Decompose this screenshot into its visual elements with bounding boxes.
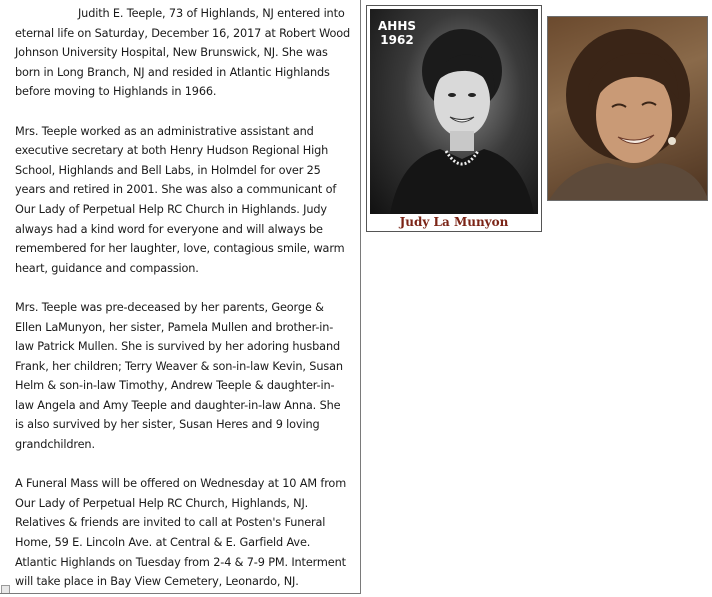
resize-handle-icon[interactable] (1, 585, 10, 594)
yearbook-caption: Judy La Munyon (399, 215, 509, 229)
yearbook-label (378, 19, 416, 47)
obituary-paragraph-1: Judith E. Teeple, 73 of Highlands, NJ entered into eternal life on Saturday, December 16, 2017 at Robert Wood Johnson University Hospital, New Brunswick, NJ. She was born in Long Branch, NJ and resided in Atlantic Highlands before moving to Highlands in 1966. (15, 7, 350, 99)
color-portrait-photo (547, 16, 708, 201)
obituary-paragraph-2: Mrs. Teeple worked as an administrative assistant and executive secretary at both Henry Hudson Regional High School, Highlands and Bell Labs, in Holmdel for over 25 years and retired in 2001. She was also a communicant of Our Lady of Perpetual Help RC Church in Highlands. Judy always had a kind word for everyone and will always be remembered for her laughter, love, contagious smile, warm heart, guidance and compassion. (15, 124, 345, 275)
obituary-paragraph-3: Mrs. Teeple was pre-deceased by her parents, George & Ellen LaMunyon, her sister, Pamela Mullen and brother-in-law Patrick Mullen. She is survived by her adoring husband Frank, her children; Terry Weaver & son-in-law Kevin, Susan Helm & son-in-law Timothy, Andrew Teeple & daughter-in-law Angela and Amy Teeple and daughter-in-law Anna. She is also survived by her sister, Susan Heres and 9 loving grandchildren. (15, 300, 343, 452)
class-year: 1962 (380, 33, 414, 47)
yearbook-portrait (370, 9, 538, 214)
yearbook-photo-frame (366, 5, 542, 232)
color-portrait-illustration (548, 17, 708, 201)
obituary-paragraph-4: A Funeral Mass will be offered on Wednesday at 10 AM from Our Lady of Perpetual Help RC Church, Highlands, NJ. Relatives & friends are invited to call at Posten's Funeral Home, 59 E. Lincoln Ave. at Central & E. Garfield Ave. Atlantic Highlands on Tuesday from 2-4 & 7-9 PM. Interment will take place in Bay View Cemetery, Leonardo, NJ. (15, 477, 347, 589)
school-name: AHHS (378, 19, 417, 33)
obituary-body (15, 4, 351, 594)
